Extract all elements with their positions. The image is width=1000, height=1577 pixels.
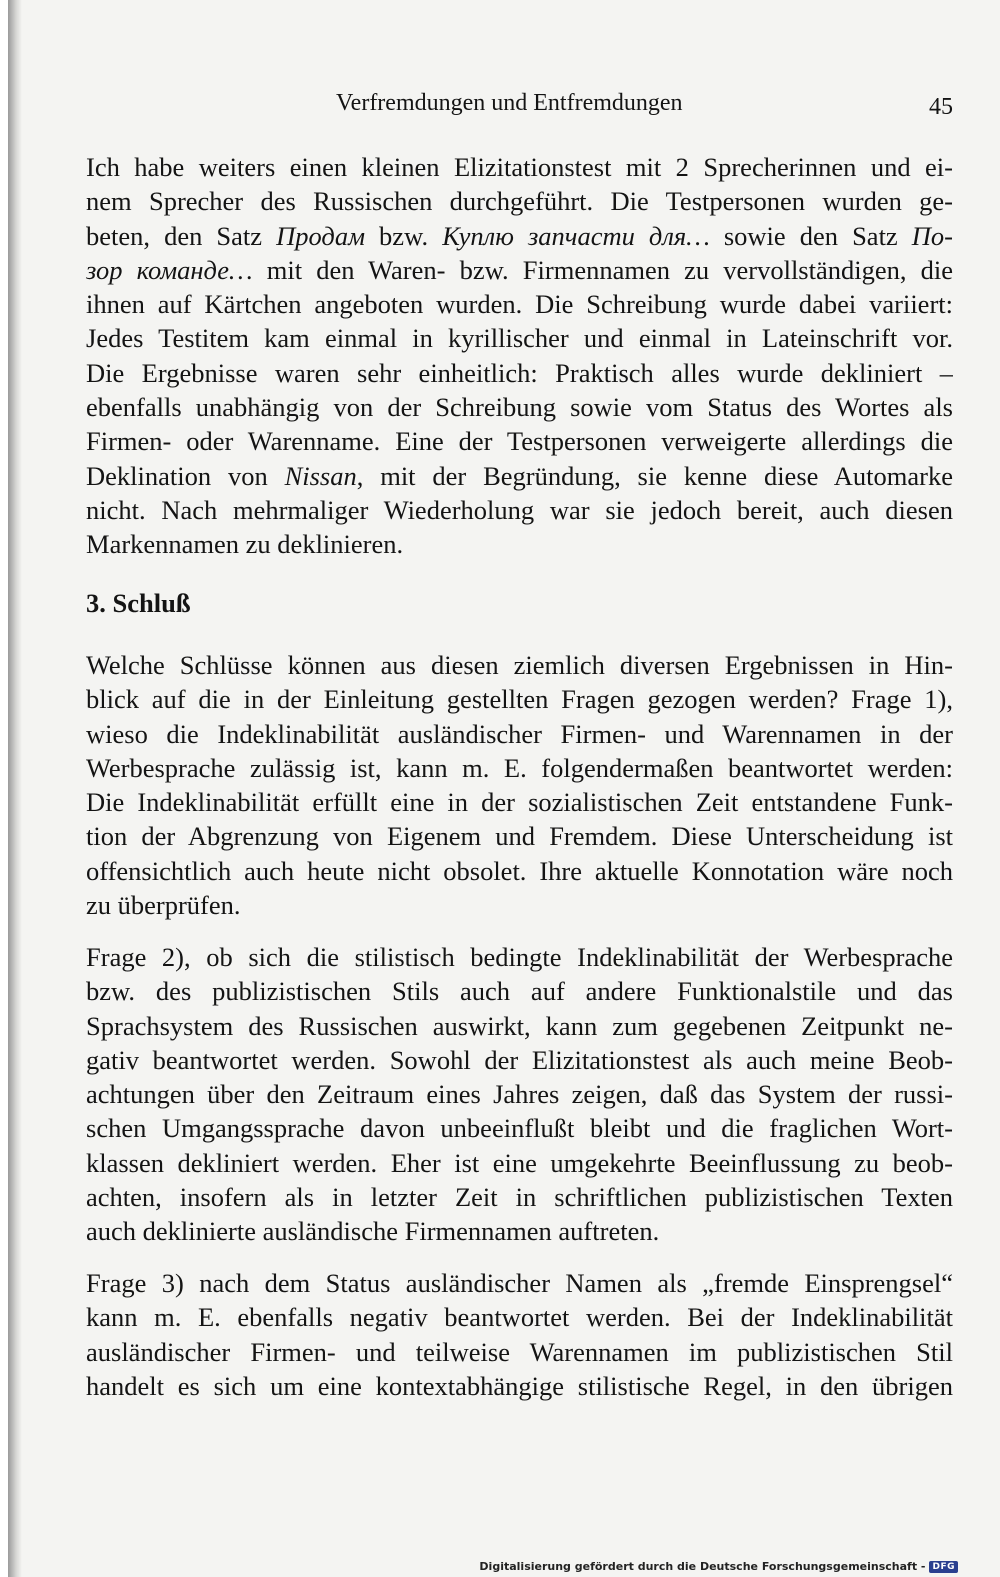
russian-phrase: Куплю запчасти для… xyxy=(442,220,710,251)
text-line: auch deklinierte ausländische Firmennamen auftreten. xyxy=(86,1216,660,1247)
text-line: blick auf die in der Einleitung gestellten Fragen gezogen werden? Frage 1), xyxy=(86,684,953,715)
text-line: Welche Schlüsse können aus diesen ziemlich diversen Ergebnissen in Hin- xyxy=(86,650,953,680)
text-line: nem Sprecher des Russischen durchgeführt. Die Testpersonen wurden ge- xyxy=(86,186,953,217)
text-line: gativ beantwortet werden. Sowohl der Elizitationstest als auch meine Beob- xyxy=(86,1044,953,1075)
funding-note: Digitalisierung gefördert durch die Deutsche Forschungsgemeinschaft - xyxy=(479,1560,926,1573)
text-line: Frage 3) nach dem Status ausländischer Namen als „fremde Einsprengsel“ xyxy=(86,1268,953,1298)
text-line: achtungen über den Zeitraum eines Jahres zeigen, daß das System der russi- xyxy=(86,1079,953,1110)
russian-phrase: зор команде… xyxy=(86,254,253,285)
text-line: schen Umgangssprache davon unbeeinflußt bleibt und die fraglichen Wort- xyxy=(86,1113,953,1144)
text-line: Markennamen zu deklinieren. xyxy=(86,529,404,560)
text-line: kann m. E. ebenfalls negativ beantwortet werden. Bei der Indeklinabilität xyxy=(86,1302,953,1333)
text-line: klassen dekliniert werden. Eher ist eine umgekehrte Beeinflussung zu beob- xyxy=(86,1147,953,1178)
dfg-logo-icon: DFG xyxy=(929,1561,958,1573)
section-heading: 3. Schluß xyxy=(86,588,191,618)
text-line: nicht. Nach mehrmaliger Wiederholung war sie jedoch bereit, auch diesen xyxy=(86,494,953,525)
text-line: ebenfalls unabhängig von der Schreibung sowie vom Status des Wortes als xyxy=(86,392,953,423)
text-line: ausländischer Firmen- und teilweise Warennamen im publizistischen Stil xyxy=(86,1336,953,1367)
text-line: Deklination von Nissan, mit der Begründung, sie kenne diese Automarke xyxy=(86,460,953,491)
text-line: зор команде… mit den Waren- bzw. Firmennamen zu vervollständigen, die xyxy=(86,254,953,285)
russian-phrase: По- xyxy=(911,220,953,251)
text-line: zu überprüfen. xyxy=(86,890,241,921)
text-line: wieso die Indeklinabilität ausländischer Firmen- und Warennamen in der xyxy=(86,718,953,749)
paragraph-question-3 xyxy=(86,1266,953,1403)
running-head-title: Verfremdungen und Entfremdungen xyxy=(336,90,683,116)
text-line: Werbesprache zulässig ist, kann m. E. folgendermaßen beantwortet werden: xyxy=(86,752,953,783)
text-line: offensichtlich auch heute nicht obsolet. Ihre aktuelle Konnotation wäre noch xyxy=(86,855,953,886)
brand-name: Nissan xyxy=(284,460,357,491)
paragraph-elicitation-test xyxy=(86,150,953,562)
text-line: tion der Abgrenzung von Eigenem und Fremdem. Diese Unterscheidung ist xyxy=(86,821,953,852)
text-line: achten, insofern als in letzter Zeit in schriftlichen publizistischen Texten xyxy=(86,1182,953,1213)
text-line: Die Ergebnisse waren sehr einheitlich: Praktisch alles wurde dekliniert – xyxy=(86,357,953,388)
text-line: Jedes Testitem kam einmal in kyrillischer und einmal in Lateinschrift vor. xyxy=(86,323,953,354)
text-line: ihnen auf Kärtchen angeboten wurden. Die Schreibung wurde dabei variiert: xyxy=(86,289,953,320)
digitization-footer xyxy=(479,1560,958,1573)
text-line: Ich habe weiters einen kleinen Elizitationstest mit 2 Sprecherinnen und ei- xyxy=(86,152,953,182)
text-line: Frage 2), ob sich die stilistisch bedingte Indeklinabilität der Werbesprache xyxy=(86,942,953,972)
paragraph-question-1 xyxy=(86,648,953,922)
text-line: Sprachsystem des Russischen auswirkt, kann zum gegebenen Zeitpunkt ne- xyxy=(86,1010,953,1041)
text-line: handelt es sich um eine kontextabhängige stilistische Regel, in den übrigen xyxy=(86,1370,953,1401)
page-number: 45 xyxy=(929,94,953,120)
text-line: bzw. des publizistischen Stils auch auf andere Funktionalstile und das xyxy=(86,976,953,1007)
russian-phrase: Продам xyxy=(276,220,365,251)
text-line: beten, den Satz Продам bzw. Куплю запчасти для… sowie den Satz По- xyxy=(86,220,953,251)
book-gutter-shadow xyxy=(8,0,22,1577)
text-line: Die Indeklinabilität erfüllt eine in der sozialistischen Zeit entstandene Funk- xyxy=(86,787,953,818)
paragraph-question-2 xyxy=(86,940,953,1249)
scanned-page xyxy=(8,0,1000,1577)
text-line: Firmen- oder Warenname. Eine der Testpersonen verweigerte allerdings die xyxy=(86,426,953,457)
